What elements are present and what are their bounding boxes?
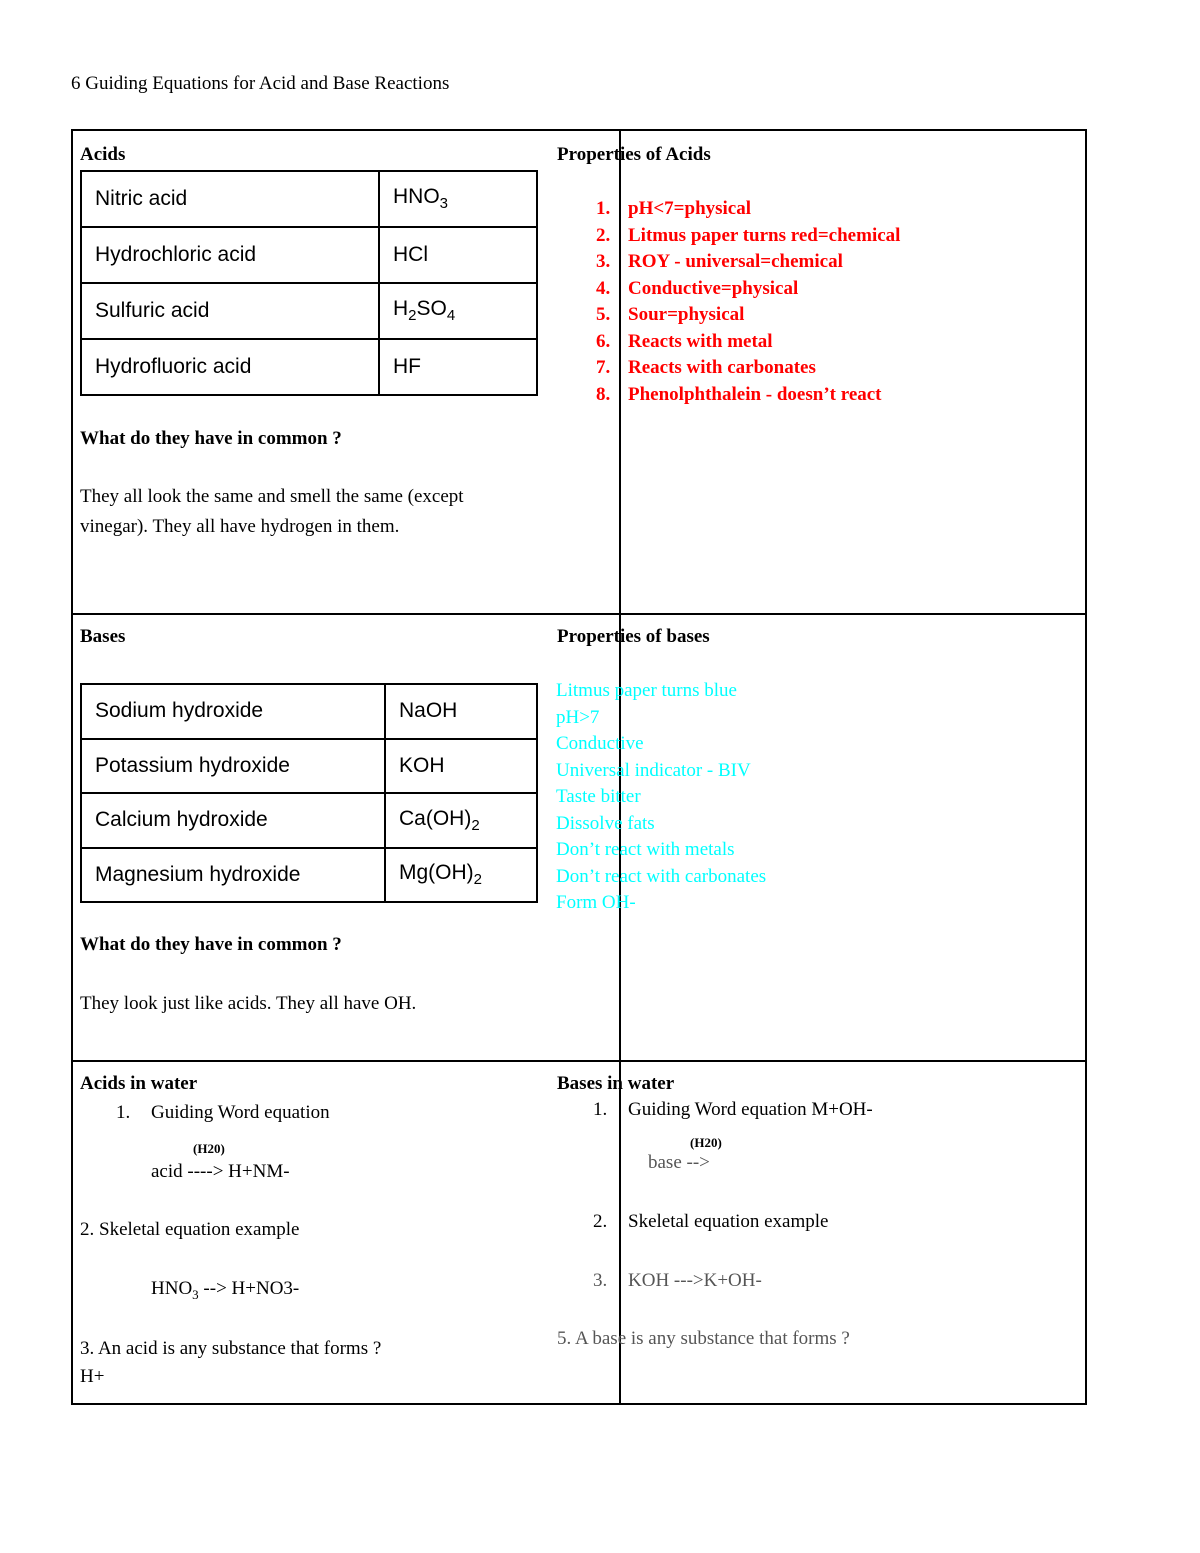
acids-skeletal-example: $HNO_3$ --> H+NO3- [151, 1278, 300, 1302]
base-property-item: Universal indicator - BIV [556, 759, 751, 781]
acid-property-text: pH<7=physical [628, 198, 752, 219]
acid-property-number: 4. [596, 277, 611, 299]
acid-property-item [556, 302, 900, 329]
acids-water-answer: H+ [80, 1366, 105, 1387]
acids-table [80, 170, 538, 396]
base-row [81, 848, 537, 903]
acid-name: Nitric acid [81, 171, 379, 227]
base-name: Magnesium hydroxide [81, 848, 385, 903]
acids-water-item3: 3. An acid is any substance that forms ? [80, 1338, 382, 1359]
base-property-item: Conductive [556, 733, 644, 754]
acids-common-answer: They all look the same and smell the same (except vinegar). They all have hydrogen in them. [80, 486, 464, 537]
acid-row [81, 283, 537, 339]
acids-in-water-heading: Acids in water [80, 1073, 198, 1094]
base-property-item: Form OH- [556, 892, 636, 913]
base-formula: NaOH [385, 684, 537, 739]
base-property-item: Taste bitter [556, 786, 641, 807]
bases-water-item1-num: 1. [593, 1099, 608, 1120]
acid-name: Sulfuric acid [81, 283, 379, 339]
acid-property-text: Phenolphthalein - doesn’t react [628, 383, 882, 405]
base-name: Sodium hydroxide [81, 684, 385, 739]
acid-property-item [556, 249, 900, 276]
base-property-item: Don’t react with carbonates [556, 865, 767, 887]
bases-word-equation: base --> [648, 1152, 710, 1173]
bases-water-item2-text: Skeletal equation example [628, 1211, 829, 1232]
acids-heading: Acids [80, 144, 126, 165]
base-properties-heading: Properties of bases [557, 626, 710, 647]
bases-table [80, 683, 538, 903]
acid-property-item [556, 196, 900, 223]
bases-water-item5: 5. A base is any substance that forms ? [557, 1328, 850, 1349]
base-formula: $Ca(OH)_2$ [385, 793, 537, 848]
acid-property-number: 8. [596, 383, 611, 405]
acid-property-item [556, 355, 900, 382]
row-divider-1 [73, 613, 1085, 615]
acid-formula: $H_2SO_4$ [379, 283, 537, 339]
acid-name: Hydrofluoric acid [81, 339, 379, 395]
acid-property-number: 3. [596, 251, 611, 272]
bases-heading: Bases [80, 626, 126, 647]
base-name: Potassium hydroxide [81, 739, 385, 794]
acid-formula: HCl [379, 227, 537, 283]
acid-property-text: Conductive=physical [628, 277, 799, 299]
acid-property-number: 7. [596, 357, 611, 378]
acid-property-number: 6. [596, 330, 611, 352]
row-divider-2 [73, 1060, 1085, 1062]
bases-common-answer: They look just like acids. They all have OH. [80, 993, 417, 1014]
acid-formula: HF [379, 339, 537, 395]
bases-water-item3-num: 3. [593, 1270, 608, 1291]
acids-solvent-label: (H20) [193, 1141, 225, 1156]
base-property-item: Don’t react with metals [556, 839, 735, 860]
acid-property-number: 2. [596, 224, 611, 246]
acid-properties-list [556, 196, 900, 408]
acid-property-text: Sour=physical [628, 304, 745, 325]
base-property-item: pH>7 [556, 706, 600, 728]
base-name: Calcium hydroxide [81, 793, 385, 848]
acids-common-question: What do they have in common ? [80, 428, 342, 449]
acid-row [81, 171, 537, 227]
acid-formula: $HNO_3$ [379, 171, 537, 227]
acid-property-text: ROY - universal=chemical [628, 251, 843, 272]
acid-name: Hydrochloric acid [81, 227, 379, 283]
acid-property-text: Litmus paper turns red=chemical [628, 224, 901, 246]
acid-property-number: 5. [596, 304, 611, 325]
bases-in-water-heading: Bases in water [557, 1073, 675, 1094]
acid-property-number: 1. [596, 198, 611, 219]
bases-water-item1-text: Guiding Word equation M+OH- [628, 1099, 873, 1120]
acids-water-item1-text: Guiding Word equation [151, 1102, 330, 1123]
acids-water-item1-num: 1. [116, 1102, 131, 1123]
base-formula: $Mg(OH)_2$ [385, 848, 537, 903]
acid-row [81, 227, 537, 283]
base-formula: KOH [385, 739, 537, 794]
base-property-item: Litmus paper turns blue [556, 680, 737, 701]
base-property-item: Dissolve fats [556, 812, 655, 834]
acids-water-item2: 2. Skeletal equation example [80, 1219, 300, 1240]
base-row [81, 684, 537, 739]
base-row [81, 739, 537, 794]
acid-property-item [556, 276, 900, 303]
acids-word-equation: acid ----> H+NM- [151, 1161, 290, 1182]
acid-row [81, 339, 537, 395]
base-properties-list [556, 678, 766, 917]
base-row [81, 793, 537, 848]
acid-property-item [556, 329, 900, 356]
bases-water-item2-num: 2. [593, 1211, 608, 1232]
bases-solvent-label: (H20) [690, 1135, 722, 1150]
document-title: 6 Guiding Equations for Acid and Base Reactions [71, 73, 450, 94]
acid-property-item [556, 223, 900, 250]
bases-common-question: What do they have in common ? [80, 934, 342, 955]
acid-property-item [556, 382, 900, 409]
acid-property-text: Reacts with carbonates [628, 357, 816, 378]
bases-water-item3-text: KOH --->K+OH- [628, 1270, 762, 1291]
acid-properties-heading: Properties of Acids [557, 144, 711, 165]
acid-property-text: Reacts with metal [628, 330, 773, 352]
